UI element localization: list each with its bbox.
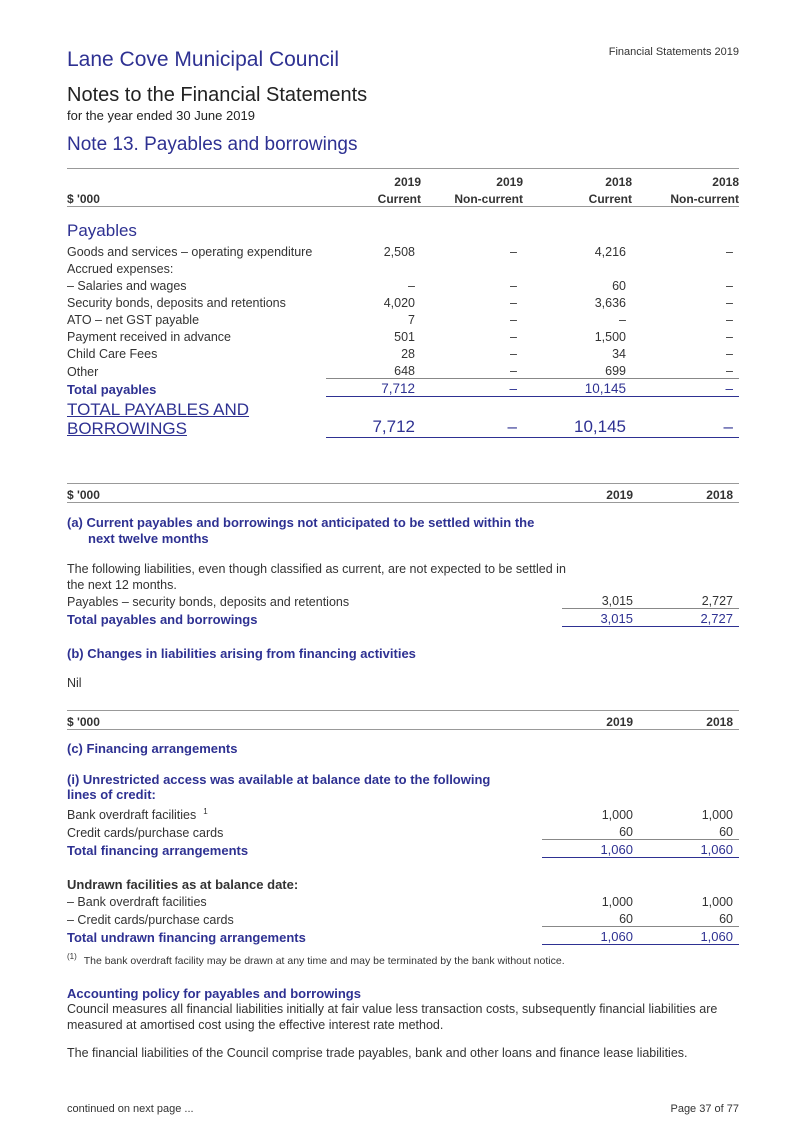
undrawn-heading: Undrawn facilities as at balance date: [67, 877, 299, 892]
page-number: Page 37 of 77 [670, 1103, 739, 1115]
note-title: Note 13. Payables and borrowings [67, 134, 358, 155]
heading-c: (c) Financing arrangements [67, 741, 238, 756]
cell: 1,000 [601, 895, 633, 909]
col-header-year: 2018 [639, 484, 739, 503]
period-subtitle: for the year ended 30 June 2019 [67, 108, 255, 123]
row-label: – Credit cards/purchase cards [67, 912, 234, 927]
row-label: – Bank overdraft facilities [67, 895, 207, 909]
row-label: Goods and services – operating expenditure [67, 245, 313, 259]
cell: – [510, 330, 517, 344]
cell: 1,000 [701, 895, 733, 909]
footer-continued: continued on next page ... [67, 1103, 194, 1115]
cell: – [510, 347, 517, 361]
unit-label: $ '000 [67, 711, 562, 730]
table-header-row [67, 484, 739, 503]
cell: – [726, 245, 733, 259]
notes-title: Notes to the Financial Statements [67, 84, 368, 106]
cell: – [726, 279, 733, 293]
total-cell: – [421, 379, 523, 397]
total-row [67, 609, 739, 627]
cell: – [510, 296, 517, 310]
table-header-row [67, 169, 739, 190]
table-row [67, 909, 739, 927]
section-row [67, 207, 739, 243]
grand-total-cell: – [421, 397, 523, 438]
policy-heading: Accounting policy for payables and borrowings [67, 986, 361, 1001]
grand-total-cell: – [632, 397, 739, 438]
unit-label: $ '000 [67, 484, 562, 503]
policy-paragraph-2: The financial liabilities of the Council comprise trade payables, bank and other loans and finance lease liabilities. [67, 1046, 688, 1060]
row-label-text: Bank overdraft facilities [67, 808, 197, 822]
undrawn-heading-row [67, 875, 739, 892]
col-header-year: 2018 [523, 169, 632, 190]
grand-total-cell: 7,712 [326, 397, 421, 438]
total-row [67, 379, 739, 397]
cell: 60 [542, 822, 639, 840]
paragraph-a [67, 561, 566, 593]
col-header-year: 2019 [562, 484, 639, 503]
cell: 60 [639, 822, 739, 840]
policy-paragraph-1-line1: Council measures all financial liabilities initially at fair value less transaction costs, subsequently financial liabilities are [67, 1002, 718, 1016]
total-cell: 1,060 [639, 927, 739, 945]
total-cell: – [632, 379, 739, 397]
cell: 1,500 [594, 330, 626, 344]
cell: 60 [612, 279, 626, 293]
table-row [67, 344, 739, 361]
heading-a-line2: next twelve months [88, 531, 209, 546]
table-header-row [67, 711, 739, 730]
col-header-year: 2019 [421, 169, 523, 190]
cell: 501 [394, 330, 415, 344]
footnote-marker: 1 [203, 806, 208, 816]
grand-total-row [67, 397, 739, 438]
not-settled-table [67, 483, 739, 503]
total-cell: 1,060 [542, 927, 639, 945]
council-name: Lane Cove Municipal Council [67, 48, 339, 71]
cell: 648 [326, 361, 421, 379]
table-row [67, 361, 739, 379]
spacer-row [67, 858, 739, 876]
total-label: Total payables [67, 381, 157, 397]
cell: – [510, 313, 517, 327]
cell: – [619, 313, 626, 327]
payables-table [67, 168, 739, 438]
col-header-year: 2018 [632, 169, 739, 190]
col-header-type: Current [523, 189, 632, 207]
cell: – [408, 279, 415, 293]
grand-total-label [67, 397, 326, 438]
heading-i-line2: lines of credit: [67, 787, 156, 802]
cell: 699 [523, 361, 632, 379]
col-header-year: 2019 [326, 169, 421, 190]
financing-table [67, 805, 739, 945]
cell: 60 [639, 909, 739, 927]
col-header-type: Non-current [632, 189, 739, 207]
col-header-type: Non-current [421, 189, 523, 207]
total-cell: 10,145 [523, 379, 632, 397]
policy-paragraph-1-line2: measured at amortised cost using the effective interest rate method. [67, 1018, 444, 1032]
paragraph-a-line2: the next 12 months. [67, 578, 177, 592]
row-label: Credit cards/purchase cards [67, 825, 224, 840]
financing-table-header [67, 710, 739, 730]
cell: – [632, 361, 739, 379]
cell: 34 [612, 347, 626, 361]
row-label: Other [67, 364, 99, 379]
cell: – [421, 361, 523, 379]
report-title: Financial Statements 2019 [608, 46, 739, 58]
cell: 7 [408, 313, 415, 327]
cell: 1,000 [701, 808, 733, 822]
table-row [67, 242, 739, 259]
cell: – [510, 245, 517, 259]
table-row [67, 327, 739, 344]
heading-a [67, 515, 534, 547]
footnote-text: The bank overdraft facility may be drawn at any time and may be terminated by the bank without notice. [83, 954, 565, 967]
cell: 28 [401, 347, 415, 361]
paragraph-a-line1: The following liabilities, even though classified as current, are not expected to be settled in [67, 562, 566, 576]
table-row [67, 259, 739, 276]
cell: 4,020 [383, 296, 415, 310]
grand-total-label-line2: BORROWINGS [67, 418, 187, 438]
col-header-year: 2018 [639, 711, 739, 730]
col-header-type: Current [326, 189, 421, 207]
total-cell: 7,712 [326, 379, 421, 397]
row-label [67, 805, 542, 822]
cell: – [726, 296, 733, 310]
heading-i-line1: (i) Unrestricted access was available at balance date to the following [67, 772, 491, 787]
row-label: Accrued expenses: [67, 262, 174, 276]
row-label: Payment received in advance [67, 330, 231, 344]
table-row [67, 310, 739, 327]
table-row [67, 822, 739, 840]
row-label: Child Care Fees [67, 347, 158, 361]
table-row [67, 591, 739, 609]
table-row [67, 892, 739, 909]
footnote [67, 952, 565, 967]
cell: – [726, 330, 733, 344]
col-header-year: 2019 [562, 711, 639, 730]
total-cell: 3,015 [562, 609, 639, 627]
cell: 3,636 [594, 296, 626, 310]
table-row [67, 805, 739, 822]
row-label: – Salaries and wages [67, 279, 187, 293]
cell: 60 [542, 909, 639, 927]
unit-label: $ '000 [67, 189, 326, 207]
total-cell: 2,727 [639, 609, 739, 627]
cell: – [726, 347, 733, 361]
heading-b: (b) Changes in liabilities arising from financing activities [67, 646, 416, 661]
cell: 3,015 [562, 591, 639, 609]
row-label: Security bonds, deposits and retentions [67, 296, 286, 310]
section-title: Payables [67, 221, 137, 240]
cell: 2,727 [639, 591, 739, 609]
row-label: ATO – net GST payable [67, 313, 200, 327]
heading-i [67, 772, 490, 802]
table-header-row [67, 189, 739, 207]
grand-total-label-line1: TOTAL PAYABLES AND [67, 399, 250, 419]
cell: – [726, 313, 733, 327]
cell: 1,000 [601, 808, 633, 822]
total-cell: 1,060 [542, 840, 639, 858]
footnote-marker: (1) [67, 952, 77, 961]
grand-total-cell: 10,145 [523, 397, 632, 438]
total-label: Total payables and borrowings [67, 611, 258, 627]
cell: 2,508 [383, 245, 415, 259]
total-cell: 1,060 [639, 840, 739, 858]
nil-text: Nil [67, 676, 82, 690]
cell: – [510, 279, 517, 293]
table-row [67, 293, 739, 310]
total-label: Total undrawn financing arrangements [67, 929, 306, 945]
total-row [67, 840, 739, 858]
total-label: Total financing arrangements [67, 842, 249, 858]
policy-paragraph-1 [67, 1001, 739, 1033]
cell: 4,216 [594, 245, 626, 259]
total-row [67, 927, 739, 945]
table-row [67, 276, 739, 293]
not-settled-values [67, 591, 739, 627]
heading-a-line1: (a) Current payables and borrowings not anticipated to be settled within the [67, 515, 535, 530]
row-label: Payables – security bonds, deposits and retentions [67, 594, 350, 609]
